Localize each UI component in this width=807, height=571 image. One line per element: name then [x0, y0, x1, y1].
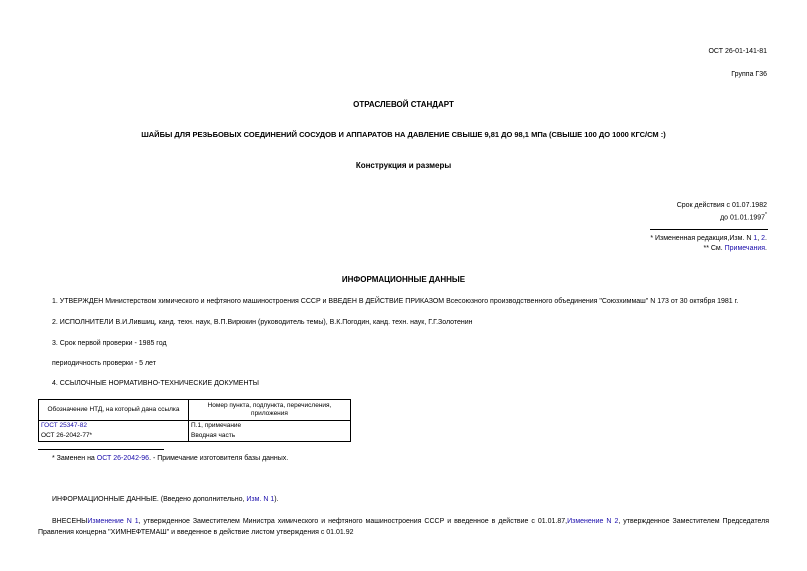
footnote-divider	[38, 449, 164, 450]
note-edited: * Измененная редакция,Изм. N 1, 2.	[650, 235, 767, 242]
validity-from: Срок действия с 01.07.1982	[676, 202, 767, 209]
table-row	[39, 421, 351, 432]
table-header-row	[39, 400, 351, 421]
info-added: ИНФОРМАЦИОННЫЕ ДАННЫЕ. (Введено дополнительно, Изм. N 1).	[52, 496, 279, 503]
change-2-intro-link[interactable]: Изменение N 2	[567, 518, 619, 525]
table-cell-ref: Вводная часть	[189, 431, 351, 442]
table-cell-doc[interactable]: ГОСТ 25347-82	[39, 421, 189, 432]
change-1-added-link[interactable]: Изм. N 1	[246, 496, 275, 503]
info-item-3: 3. Срок первой проверки - 1985 год	[52, 340, 167, 347]
table-cell-doc: ОСТ 26-2042-77*	[39, 431, 189, 442]
notes-link[interactable]: Примечания	[724, 245, 766, 252]
ost-link[interactable]: ОСТ 26-2042-96	[96, 455, 150, 462]
note-see: ** См. Примечания.	[703, 245, 767, 252]
document-subtitle: Конструкция и размеры	[355, 161, 452, 170]
standard-type: ОТРАСЛЕВОЙ СТАНДАРТ	[353, 100, 454, 109]
col1-header: Обозначение НТД, на который дана ссылка	[39, 400, 189, 421]
change-1-link[interactable]: 1	[753, 235, 758, 242]
footnote: * Заменен на ОСТ 26-2042-96. - Примечание изготовителя базы данных.	[52, 455, 289, 462]
change-2-link[interactable]: 2	[761, 235, 766, 242]
info-item-4: 4. ССЫЛОЧНЫЕ НОРМАТИВНО-ТЕХНИЧЕСКИЕ ДОКУМЕНТЫ	[52, 380, 259, 387]
col2-header: Номер пункта, подпункта, перечисления, приложения	[189, 400, 351, 421]
validity-to: до 01.01.1997*	[720, 212, 767, 222]
doc-code: ОСТ 26-01-141-81	[708, 48, 767, 55]
info-item-1: 1. УТВЕРЖДЕН Министерством химического и нефтяного машиностроения СССР и ВВЕДЕН В ДЕЙСТВИЕ ПРИКАЗОМ Всесоюзного производственного объединения "Союзхиммаш" N 173 от 30 октября 1981 г.	[52, 298, 739, 305]
info-heading: ИНФОРМАЦИОННЫЕ ДАННЫЕ	[341, 275, 466, 284]
references-table	[38, 399, 351, 442]
document-title: ШАЙБЫ ДЛЯ РЕЗЬБОВЫХ СОЕДИНЕНИЙ СОСУДОВ И АППАРАТОВ НА ДАВЛЕНИЕ СВЫШЕ 9,81 ДО 98,1 МПа (СВЫШЕ 100 ДО 1000 КГС/СМ :)	[141, 130, 666, 139]
info-item-3b: периодичность проверки - 5 лет	[52, 360, 156, 367]
introduced-changes: ВНЕСЕНЫИзменение N 1, утвержденное Заместителем Министра химического и нефтяного машиностроения СССР и введенное в действие с 01.01.87,Изменение N 2, утвержденное Заместителем Председателя Правления концерна "ХИМНЕФТЕМАШ" и введенное в действие листом утверждения с 01.01.92	[38, 518, 769, 536]
group-label: Группа Г36	[731, 71, 767, 78]
table-row	[39, 431, 351, 442]
info-item-2: 2. ИСПОЛНИТЕЛИ В.И.Лившиц, канд. техн. наук, В.П.Вирюкин (руководитель темы), В.К.Погодин, канд. техн. наук, Г.Г.Золотенин	[52, 319, 473, 326]
notes-divider	[650, 229, 768, 230]
change-1-intro-link[interactable]: Изменение N 1	[87, 518, 139, 525]
table-cell-ref: П.1, примечание	[189, 421, 351, 432]
